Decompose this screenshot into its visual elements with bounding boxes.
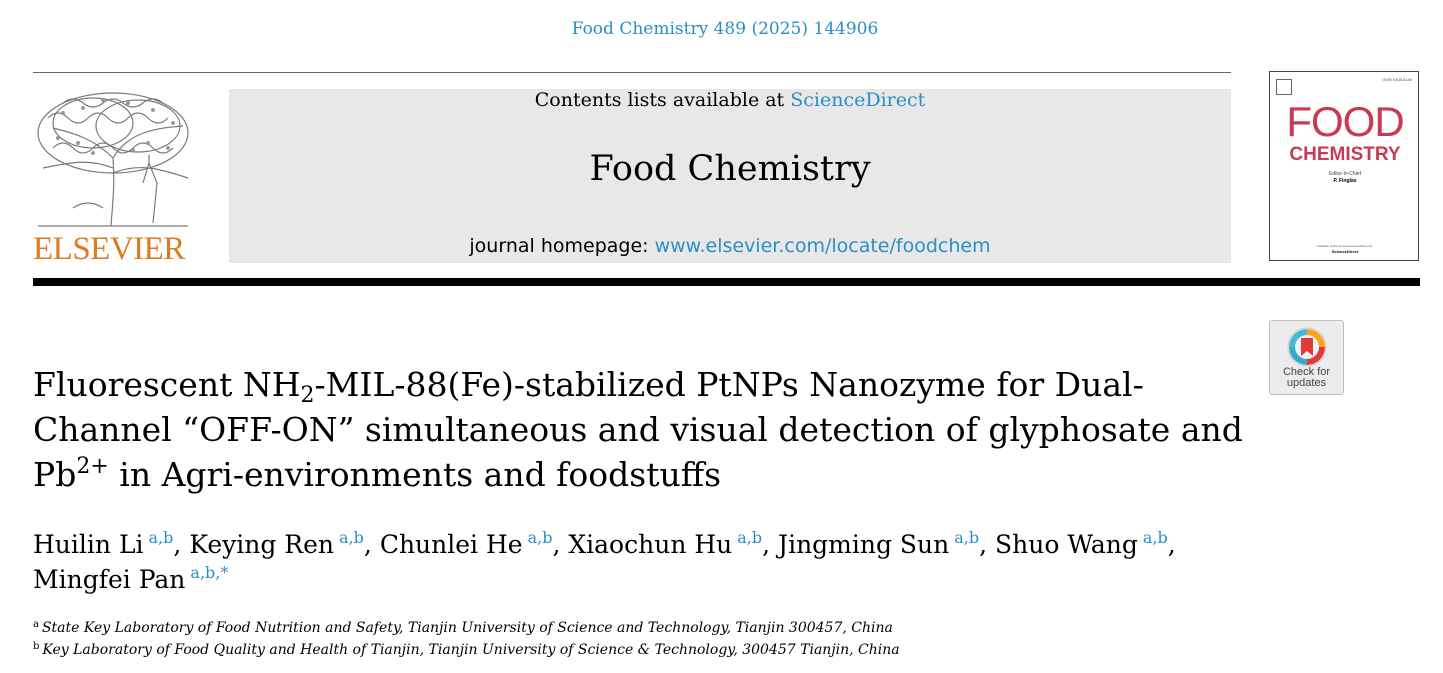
check-updates-line1: Check for xyxy=(1282,366,1331,378)
author[interactable]: Keying Ren xyxy=(189,530,335,559)
title-part3: in Agri-environments and foodstuffs xyxy=(108,455,722,494)
author-separator: , xyxy=(552,530,569,559)
title-part1: Fluorescent NH xyxy=(33,365,301,404)
affiliation-label: a xyxy=(33,619,39,630)
affiliation-label: b xyxy=(33,641,40,652)
cover-editor-name: P. Finglas xyxy=(1333,178,1357,184)
author-affiliation-marker[interactable]: a,b xyxy=(1142,528,1168,547)
author[interactable]: Huilin Li xyxy=(33,530,144,559)
author-separator: , xyxy=(762,530,779,559)
cover-issn: ISSN 0308-8146 xyxy=(1382,77,1412,82)
journal-homepage-link[interactable]: www.elsevier.com/locate/foodchem xyxy=(654,235,991,257)
title-subscript: 2 xyxy=(300,383,315,408)
journal-name[interactable]: Food Chemistry xyxy=(589,149,871,189)
author[interactable]: Shuo Wang xyxy=(995,530,1138,559)
article-title xyxy=(33,362,1253,497)
author-affiliation-marker[interactable]: a,b xyxy=(527,528,553,547)
cover-footer-note: Available online at www.sciencedirect.com xyxy=(1316,244,1374,248)
cover-title-chemistry: CHEMISTRY xyxy=(1289,144,1401,165)
homepage-prefix: journal homepage: xyxy=(469,235,655,257)
journal-cover-thumbnail[interactable] xyxy=(1269,71,1419,261)
author[interactable]: Mingfei Pan xyxy=(33,565,186,594)
author[interactable]: Xiaochun Hu xyxy=(568,530,733,559)
check-updates-line2: updates xyxy=(1286,377,1327,389)
crossmark-bookmark-icon xyxy=(1286,326,1328,368)
check-for-updates-button[interactable] xyxy=(1269,320,1344,395)
sciencedirect-link[interactable]: ScienceDirect xyxy=(790,89,926,111)
elsevier-logo[interactable] xyxy=(33,88,193,268)
elsevier-logo-text: ELSEVIER xyxy=(33,231,185,267)
author-separator: , xyxy=(173,530,190,559)
author[interactable]: Jingming Sun xyxy=(778,530,950,559)
author-separator: , xyxy=(979,530,996,559)
check-for-updates-label xyxy=(1270,367,1343,389)
affiliation-text: Key Laboratory of Food Quality and Health of Tianjin, Tianjin University of Science & Technology, 300457 Tianjin, China xyxy=(42,642,900,658)
homepage-line xyxy=(229,235,1231,257)
contents-line xyxy=(229,89,1231,111)
author[interactable]: Chunlei He xyxy=(379,530,523,559)
author-affiliation-marker[interactable]: a,b xyxy=(737,528,763,547)
affiliation-a xyxy=(33,617,1133,639)
cover-title-food: FOOD xyxy=(1286,98,1404,145)
title-part2: -MIL-88(Fe)-stabilized PtNPs Nanozyme for Dual-Channel “OFF-ON” simultaneous and visual detection of glyphosate and Pb xyxy=(33,365,1243,494)
author-affiliation-marker[interactable]: a,b,* xyxy=(190,563,229,582)
contents-prefix: Contents lists available at xyxy=(534,89,791,111)
author-affiliation-marker[interactable]: a,b xyxy=(339,528,364,547)
cover-elsevier-badge-icon xyxy=(1276,79,1292,95)
author-separator: , xyxy=(363,530,380,559)
author-separator: , xyxy=(1167,530,1176,559)
affiliations xyxy=(33,617,1133,661)
journal-citation[interactable]: Food Chemistry 489 (2025) 144906 xyxy=(571,19,879,39)
elsevier-tree-logo-icon xyxy=(33,88,193,228)
affiliation-b xyxy=(33,639,1133,661)
cover-footer-brand: ScienceDirect xyxy=(1331,249,1359,254)
author-affiliation-marker[interactable]: a,b xyxy=(148,528,174,547)
author-list xyxy=(33,527,1253,597)
header-thick-rule xyxy=(33,278,1420,286)
header-divider xyxy=(33,72,1231,73)
author-affiliation-marker[interactable]: a,b xyxy=(954,528,980,547)
journal-banner xyxy=(229,89,1231,263)
cover-editor-label: Editor-in-Chief xyxy=(1329,171,1361,177)
title-superscript: 2+ xyxy=(76,454,109,479)
affiliation-text: State Key Laboratory of Food Nutrition and Safety, Tianjin University of Science and Technology, Tianjin 300457, China xyxy=(41,620,893,636)
